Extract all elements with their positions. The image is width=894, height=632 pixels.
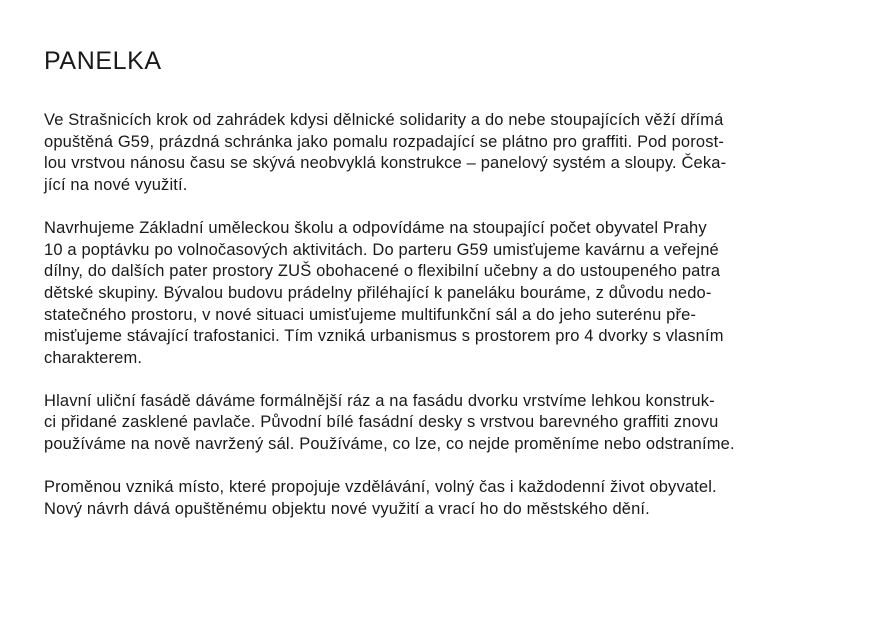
page-title: PANELKA <box>44 47 162 75</box>
text-line: ci přidané zasklené pavlače. Původní bílé fasádní desky s vrstvou barevného graffiti znovu <box>44 413 719 432</box>
text-line: používáme na nově navržený sál. Používáme, co lze, co nejde proměníme nebo odstraníme. <box>44 435 735 454</box>
text-line: 10 a poptávku po volnočasových aktivitách. Do parteru G59 umisťujeme kavárnu a veřejné <box>44 240 719 259</box>
document-body <box>44 110 864 541</box>
text-line: Navrhujeme Základní uměleckou školu a odpovídáme na stoupající počet obyvatel Prahy <box>44 218 707 237</box>
text-line: dětské skupiny. Bývalou budovu prádelny přiléhající k paneláku bouráme, z důvodu nedo- <box>44 283 712 302</box>
text-line: Hlavní uliční fasádě dáváme formálnější ráz a na fasádu dvorku vrstvíme lehkou konstruk- <box>44 391 715 410</box>
text-line: Proměnou vzniká místo, které propojuje vzdělávání, volný čas i každodenní život obyvatel. <box>44 477 717 496</box>
paragraph-conclusion <box>44 477 864 520</box>
text-line: Ve Strašnicích krok od zahrádek kdysi dělnické solidarity a do nebe stoupajících věží dřímá <box>44 111 724 129</box>
text-line: charakterem. <box>44 349 143 368</box>
paragraph-proposal <box>44 218 864 370</box>
text-line: misťujeme stávající trafostanici. Tím vzniká urbanismus s prostorem pro 4 dvorky s vlasním <box>44 327 724 346</box>
text-line: Nový návrh dává opuštěnému objektu nové využití a vrací ho do městského dění. <box>44 499 650 518</box>
text-line: lou vrstvou nánosu času se skývá neobvyklá konstrukce – panelový systém a sloupy. Čeka- <box>44 154 727 173</box>
text-line: jící na nové využití. <box>44 176 188 195</box>
text-line: opuštěná G59, prázdná schránka jako pomalu rozpadající se plátno pro graffiti. Pod porost- <box>44 132 725 151</box>
paragraph-intro <box>44 110 864 197</box>
text-line: statečného prostoru, v nové situaci umisťujeme multifunkční sál a do jeho suterénu pře- <box>44 305 697 324</box>
text-line: dílny, do dalších pater prostory ZUŠ obohacené o flexibilní učebny a do ustoupeného patra <box>44 262 721 281</box>
paragraph-facade <box>44 391 864 456</box>
